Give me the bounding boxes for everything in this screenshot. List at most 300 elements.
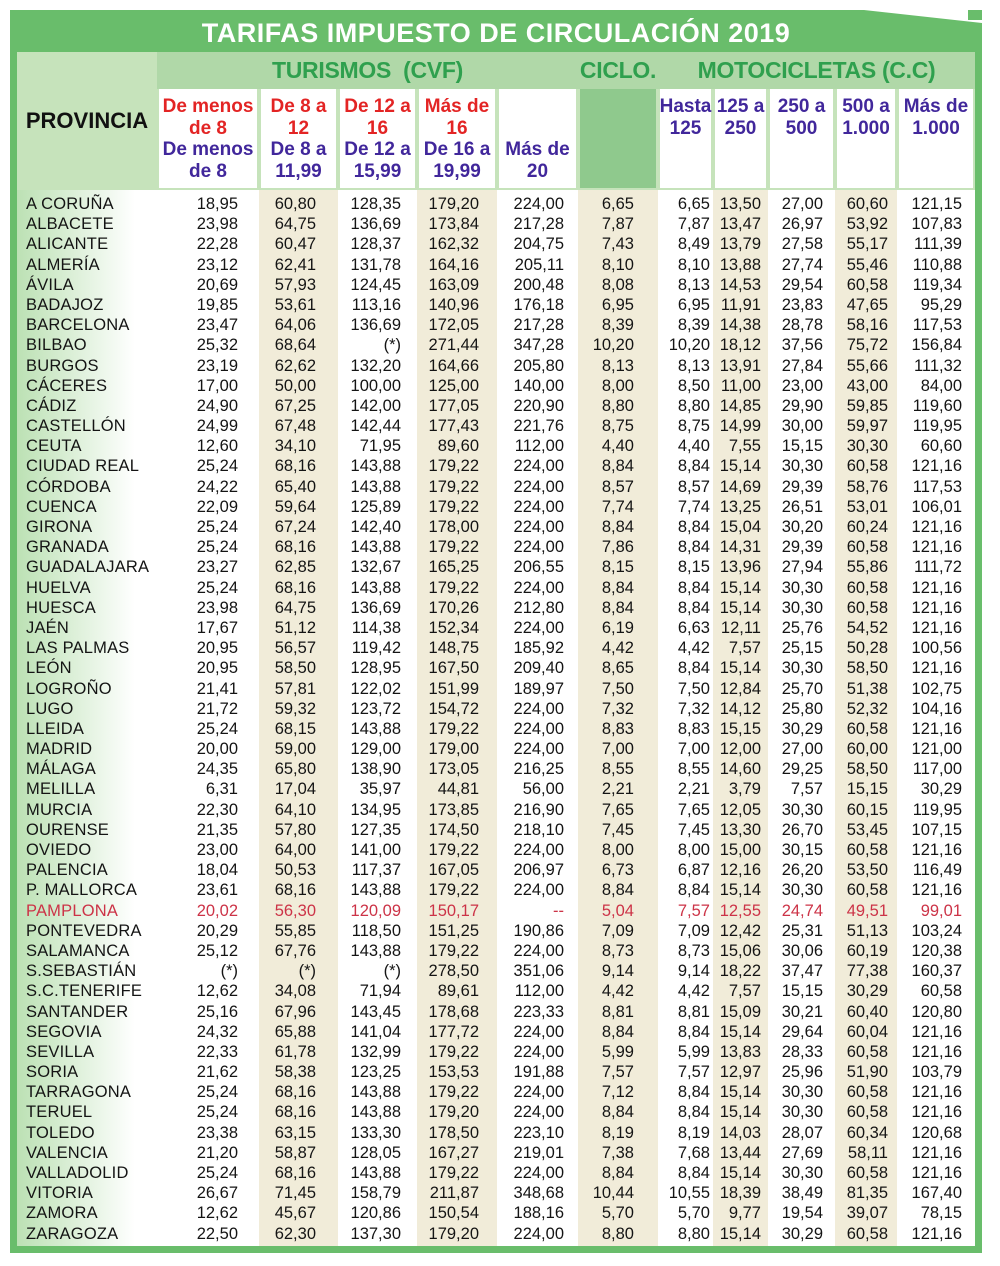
province-cell: OURENSE — [26, 820, 109, 839]
value-cell: 65,80 — [274, 760, 316, 779]
value-cell: 121,16 — [911, 538, 962, 557]
col-header-line: De 12 a — [344, 96, 411, 117]
value-cell: 220,90 — [513, 396, 564, 415]
value-cell: 5,99 — [677, 1042, 710, 1061]
value-cell: 7,00 — [601, 740, 634, 759]
value-cell: 224,00 — [513, 578, 564, 597]
value-cell: 57,81 — [274, 679, 316, 698]
value-cell: 8,84 — [601, 598, 634, 617]
value-cell: 121,16 — [911, 1022, 962, 1041]
province-cell: PONTEVEDRA — [26, 921, 142, 940]
value-cell: 143,88 — [350, 1103, 401, 1122]
value-cell: 30,30 — [781, 1083, 823, 1102]
province-cell: TARRAGONA — [26, 1083, 132, 1102]
value-cell: 22,33 — [196, 1042, 238, 1061]
value-cell: 140,96 — [428, 295, 479, 314]
col-header-moto-5 — [899, 89, 973, 188]
value-cell: 172,05 — [428, 316, 479, 335]
value-cell: 58,87 — [274, 1143, 316, 1162]
value-cell: 60,60 — [846, 195, 888, 213]
province-cell: LLEIDA — [26, 719, 85, 738]
value-cell: 8,80 — [601, 396, 634, 415]
value-cell: 34,10 — [274, 437, 316, 456]
value-cell: 60,15 — [846, 800, 888, 819]
value-cell: 59,00 — [274, 740, 316, 759]
value-cell: 347,28 — [513, 336, 564, 355]
value-cell: 121,16 — [911, 1224, 962, 1243]
value-cell: 23,12 — [196, 255, 238, 274]
value-cell: 179,20 — [428, 1224, 479, 1243]
value-cell: 8,81 — [677, 1002, 710, 1021]
value-cell: 7,00 — [677, 740, 710, 759]
value-cell: 8,84 — [601, 457, 634, 476]
value-cell: 55,17 — [846, 235, 888, 254]
value-cell: 60,58 — [846, 1042, 888, 1061]
value-cell: 9,14 — [677, 962, 710, 981]
value-cell: 95,29 — [920, 295, 962, 314]
value-cell: 7,65 — [677, 800, 710, 819]
value-cell: 63,15 — [274, 1123, 316, 1142]
value-cell: 148,75 — [428, 639, 479, 658]
value-cell: 121,16 — [911, 659, 962, 678]
value-cell: 224,00 — [513, 1083, 564, 1102]
province-cell: PAMPLONA — [26, 901, 119, 920]
value-cell: 68,64 — [274, 336, 316, 355]
value-cell: 27,69 — [781, 1143, 823, 1162]
value-cell: 205,80 — [513, 356, 564, 375]
value-cell: 224,00 — [513, 1164, 564, 1182]
table-row — [17, 335, 975, 355]
value-cell: 5,04 — [601, 901, 634, 920]
value-cell: 121,16 — [911, 618, 962, 637]
value-cell: 143,45 — [350, 1002, 401, 1021]
table-row — [17, 356, 975, 376]
value-cell: 125,00 — [428, 376, 479, 395]
value-cell: 11,00 — [720, 376, 761, 395]
value-cell: 62,62 — [274, 356, 316, 375]
value-cell: 13,30 — [719, 820, 761, 839]
value-cell: 132,67 — [350, 558, 401, 577]
value-cell: 348,68 — [513, 1184, 564, 1203]
value-cell: 12,00 — [719, 740, 761, 759]
value-cell: 224,00 — [513, 881, 564, 900]
value-cell: 8,84 — [677, 1164, 710, 1182]
value-cell: 64,00 — [274, 841, 316, 859]
value-cell: 224,00 — [513, 457, 564, 476]
value-cell: 60,58 — [846, 598, 888, 617]
value-cell: 2,21 — [677, 780, 710, 799]
table-body — [17, 190, 975, 1246]
subheader-row — [17, 89, 975, 190]
value-cell: 8,57 — [677, 477, 710, 496]
value-cell: 224,00 — [513, 195, 564, 213]
table-row — [17, 921, 975, 941]
value-cell: 150,54 — [428, 1204, 479, 1223]
value-cell: 8,84 — [677, 881, 710, 900]
value-cell: 23,19 — [196, 356, 238, 375]
value-cell: 23,38 — [196, 1123, 238, 1142]
value-cell: 25,16 — [196, 1002, 238, 1021]
value-cell: 55,85 — [274, 921, 316, 940]
value-cell: 17,04 — [274, 780, 316, 799]
value-cell: 8,19 — [677, 1123, 710, 1142]
value-cell: 120,38 — [911, 941, 962, 960]
value-cell: 57,93 — [274, 275, 316, 294]
table-row — [17, 618, 975, 638]
value-cell: 51,13 — [846, 921, 888, 940]
province-cell: BADAJOZ — [26, 295, 104, 314]
value-cell: 25,12 — [196, 941, 238, 960]
value-cell: -- — [553, 901, 564, 920]
value-cell: 53,61 — [274, 295, 316, 314]
province-cell: TOLEDO — [26, 1123, 95, 1142]
table-row — [17, 477, 975, 497]
value-cell: 10,20 — [592, 336, 634, 355]
value-cell: 6,31 — [205, 780, 238, 799]
value-cell: 64,10 — [274, 800, 316, 819]
value-cell: 52,32 — [846, 699, 888, 718]
value-cell: 8,84 — [677, 598, 710, 617]
value-cell: 18,22 — [719, 962, 761, 981]
value-cell: 121,16 — [911, 578, 962, 597]
value-cell: 190,86 — [513, 921, 564, 940]
col-header-line: de 8 — [188, 160, 228, 182]
value-cell: 7,86 — [601, 538, 634, 557]
province-cell: MÁLAGA — [26, 760, 96, 779]
value-cell: 119,60 — [912, 396, 962, 415]
value-cell: 8,84 — [677, 457, 710, 476]
value-cell: 13,25 — [719, 497, 761, 516]
table-row — [17, 1224, 975, 1244]
table-row — [17, 981, 975, 1001]
value-cell: 30,30 — [781, 598, 823, 617]
value-cell: 117,00 — [912, 760, 962, 779]
value-cell: 59,97 — [846, 417, 888, 436]
value-cell: 9,14 — [601, 962, 634, 981]
value-cell: 121,16 — [911, 1042, 962, 1061]
province-cell: CUENCA — [26, 497, 97, 516]
value-cell: 224,00 — [513, 841, 564, 859]
value-cell: 58,76 — [846, 477, 888, 496]
value-cell: 179,22 — [428, 1164, 479, 1182]
section-ciclo: CICLO. — [579, 57, 657, 83]
value-cell: 173,84 — [428, 215, 479, 234]
table-row — [17, 275, 975, 295]
value-cell: 59,85 — [846, 396, 888, 415]
province-cell: LOGROÑO — [26, 679, 112, 698]
value-cell: 13,96 — [719, 558, 761, 577]
table-row — [17, 234, 975, 254]
value-cell: 27,74 — [781, 255, 823, 274]
value-cell: 7,57 — [790, 780, 823, 799]
value-cell: 133,30 — [350, 1123, 401, 1142]
value-cell: 7,12 — [601, 1083, 634, 1102]
province-cell: LAS PALMAS — [26, 639, 130, 658]
value-cell: 8,13 — [601, 356, 634, 375]
value-cell: 179,22 — [428, 1083, 479, 1102]
value-cell: 120,80 — [911, 1002, 962, 1021]
value-cell: 27,84 — [781, 356, 823, 375]
value-cell: 12,11 — [720, 618, 761, 637]
value-cell: 7,09 — [677, 921, 710, 940]
value-cell: 18,12 — [719, 336, 761, 355]
value-cell: 23,83 — [781, 295, 823, 314]
value-cell: 21,62 — [196, 1063, 238, 1082]
value-cell: 121,16 — [911, 881, 962, 900]
value-cell: 65,88 — [274, 1022, 316, 1041]
value-cell: (*) — [383, 962, 401, 981]
value-cell: 65,40 — [274, 477, 316, 496]
value-cell: 7,87 — [601, 215, 634, 234]
value-cell: 179,22 — [428, 457, 479, 476]
value-cell: 204,75 — [513, 235, 564, 254]
value-cell: 68,16 — [274, 881, 316, 900]
value-cell: 6,65 — [677, 195, 710, 213]
province-cell: BILBAO — [26, 336, 87, 355]
value-cell: 179,22 — [428, 497, 479, 516]
value-cell: 39,07 — [846, 1204, 888, 1223]
value-cell: 8,10 — [677, 255, 710, 274]
col-header-line: Hasta — [659, 96, 712, 117]
value-cell: 68,15 — [274, 719, 316, 738]
value-cell: 30,21 — [781, 1002, 823, 1021]
value-cell: 219,01 — [513, 1143, 564, 1162]
value-cell: 121,16 — [911, 457, 962, 476]
province-cell: CASTELLÓN — [26, 417, 126, 436]
value-cell: 89,60 — [437, 437, 479, 456]
value-cell: 6,87 — [677, 861, 710, 880]
value-cell: 19,54 — [781, 1204, 823, 1223]
table-row — [17, 194, 975, 214]
value-cell: 55,66 — [846, 356, 888, 375]
value-cell: 136,69 — [350, 598, 401, 617]
value-cell: 60,58 — [846, 457, 888, 476]
province-cell: ZAMORA — [26, 1204, 98, 1223]
col-header-line: 500 a — [842, 96, 890, 117]
value-cell: 13,79 — [719, 235, 761, 254]
value-cell: 30,30 — [846, 437, 888, 456]
value-cell: 7,43 — [601, 235, 634, 254]
value-cell: 224,00 — [513, 1224, 564, 1243]
value-cell: 30,29 — [920, 780, 962, 799]
value-cell: 58,38 — [274, 1063, 316, 1082]
value-cell: 15,14 — [719, 1103, 761, 1122]
value-cell: 21,35 — [196, 820, 238, 839]
value-cell: 15,09 — [719, 1002, 761, 1021]
value-cell: 22,30 — [196, 800, 238, 819]
value-cell: 224,00 — [513, 941, 564, 960]
value-cell: 154,72 — [428, 699, 479, 718]
table-row — [17, 658, 975, 678]
value-cell: 100,00 — [350, 376, 401, 395]
value-cell: 58,11 — [847, 1143, 888, 1162]
province-cell: MELILLA — [26, 780, 96, 799]
province-cell: SEGOVIA — [26, 1022, 102, 1041]
value-cell: 224,00 — [513, 477, 564, 496]
value-cell: 8,19 — [601, 1123, 634, 1142]
value-cell: 167,40 — [911, 1184, 962, 1203]
value-cell: 24,32 — [196, 1022, 238, 1041]
value-cell: 30,00 — [781, 417, 823, 436]
province-cell: HUESCA — [26, 598, 96, 617]
province-cell: GRANADA — [26, 538, 109, 557]
value-cell: 12,05 — [719, 800, 761, 819]
province-cell: MADRID — [26, 740, 93, 759]
value-cell: 173,85 — [428, 800, 479, 819]
value-cell: 25,24 — [196, 1083, 238, 1102]
province-cell: SORIA — [26, 1063, 79, 1082]
value-cell: 11,91 — [720, 295, 761, 314]
table-row — [17, 638, 975, 658]
value-cell: 121,16 — [911, 1164, 962, 1182]
value-cell: 24,35 — [196, 760, 238, 779]
province-cell: OVIEDO — [26, 841, 92, 859]
value-cell: 143,88 — [350, 1164, 401, 1182]
value-cell: 224,00 — [513, 719, 564, 738]
value-cell: 7,57 — [728, 982, 761, 1001]
value-cell: 111,32 — [913, 356, 962, 375]
value-cell: 8,65 — [601, 659, 634, 678]
ciclo-column-block — [580, 89, 656, 188]
table-frame — [10, 10, 982, 1253]
value-cell: 26,51 — [781, 497, 823, 516]
value-cell: 2,21 — [601, 780, 634, 799]
value-cell: 8,13 — [677, 356, 710, 375]
table-row — [17, 578, 975, 598]
value-cell: 128,35 — [350, 195, 401, 213]
value-cell: 173,05 — [428, 760, 479, 779]
value-cell: (*) — [220, 962, 238, 981]
value-cell: 8,84 — [601, 1103, 634, 1122]
value-cell: 30,30 — [781, 457, 823, 476]
col-header-line: De menos — [162, 139, 254, 160]
title-bar — [17, 17, 975, 52]
value-cell: 8,10 — [601, 255, 634, 274]
value-cell: 8,08 — [601, 275, 634, 294]
value-cell: 60,58 — [846, 1224, 888, 1243]
value-cell: 121,16 — [911, 1083, 962, 1102]
value-cell: 131,78 — [350, 255, 401, 274]
value-cell: 224,00 — [513, 618, 564, 637]
table-row — [17, 1123, 975, 1143]
table-row — [17, 880, 975, 900]
value-cell: 60,40 — [846, 1002, 888, 1021]
value-cell: 30,30 — [781, 659, 823, 678]
value-cell: 121,15 — [911, 195, 962, 213]
table-row — [17, 901, 975, 921]
province-cell: BARCELONA — [26, 316, 130, 335]
value-cell: 8,00 — [601, 841, 634, 859]
value-cell: 179,22 — [428, 719, 479, 738]
value-cell: 29,39 — [781, 477, 823, 496]
value-cell: 62,85 — [274, 558, 316, 577]
value-cell: 14,53 — [719, 275, 761, 294]
value-cell: 8,49 — [677, 235, 710, 254]
col-header-moto-4 — [837, 89, 895, 188]
value-cell: 13,47 — [719, 215, 761, 234]
value-cell: 223,10 — [513, 1123, 564, 1142]
value-cell: 68,16 — [274, 578, 316, 597]
value-cell: 100,56 — [911, 639, 962, 658]
value-cell: 37,56 — [781, 336, 823, 355]
value-cell: 12,16 — [719, 861, 761, 880]
value-cell: 17,00 — [196, 376, 238, 395]
value-cell: 14,12 — [719, 699, 761, 718]
value-cell: 24,90 — [196, 396, 238, 415]
value-cell: 217,28 — [513, 316, 564, 335]
value-cell: 8,50 — [677, 376, 710, 395]
value-cell: 143,88 — [350, 578, 401, 597]
col-header-line: 20 — [526, 160, 549, 182]
table-row — [17, 396, 975, 416]
value-cell: 20,95 — [196, 659, 238, 678]
value-cell: 8,84 — [677, 1103, 710, 1122]
value-cell: 191,88 — [513, 1063, 564, 1082]
value-cell: 7,50 — [677, 679, 710, 698]
value-cell: 60,00 — [846, 740, 888, 759]
col-header-line: 1.000 — [842, 117, 890, 139]
value-cell: 67,76 — [274, 941, 316, 960]
value-cell: 177,72 — [428, 1022, 479, 1041]
value-cell: 160,37 — [911, 962, 962, 981]
value-cell: 25,24 — [196, 1103, 238, 1122]
value-cell: 217,28 — [513, 215, 564, 234]
value-cell: 49,51 — [846, 901, 888, 920]
value-cell: 25,76 — [781, 618, 823, 637]
value-cell: 7,74 — [601, 497, 634, 516]
value-cell: 211,87 — [429, 1184, 479, 1203]
value-cell: 8,57 — [601, 477, 634, 496]
value-cell: 21,41 — [196, 679, 238, 698]
col-header-line: De 8 a — [270, 96, 327, 117]
value-cell: 15,14 — [719, 659, 761, 678]
value-cell: 30,30 — [781, 800, 823, 819]
col-header-line: 11,99 — [275, 160, 322, 182]
province-cell: ALBACETE — [26, 215, 114, 234]
value-cell: 170,26 — [428, 598, 479, 617]
value-cell: 5,70 — [601, 1204, 634, 1223]
value-cell: 7,57 — [677, 901, 710, 920]
value-cell: 30,30 — [781, 1164, 823, 1182]
col-header-line: 125 a — [716, 96, 765, 117]
value-cell: (*) — [298, 962, 316, 981]
value-cell: 30,30 — [781, 1103, 823, 1122]
value-cell: 179,22 — [428, 477, 479, 496]
table-row — [17, 436, 975, 456]
value-cell: 19,85 — [196, 295, 238, 314]
table-row — [17, 1163, 975, 1183]
value-cell: 50,00 — [274, 376, 316, 395]
value-cell: 8,80 — [677, 396, 710, 415]
value-cell: 10,20 — [668, 336, 710, 355]
value-cell: 224,00 — [513, 497, 564, 516]
province-cell: VALLADOLID — [26, 1164, 129, 1182]
value-cell: 140,00 — [513, 376, 564, 395]
value-cell: 29,54 — [781, 275, 823, 294]
value-cell: 55,86 — [846, 558, 888, 577]
value-cell: 58,16 — [846, 316, 888, 335]
value-cell: 224,00 — [513, 518, 564, 536]
value-cell: 4,42 — [601, 639, 634, 658]
value-cell: 68,16 — [274, 457, 316, 476]
value-cell: 22,50 — [196, 1224, 238, 1243]
table-row — [17, 456, 975, 476]
col-header-moto-3 — [770, 89, 833, 188]
value-cell: 67,24 — [274, 518, 316, 536]
table-row — [17, 739, 975, 759]
value-cell: 156,84 — [911, 336, 962, 355]
value-cell: 25,24 — [196, 1164, 238, 1182]
